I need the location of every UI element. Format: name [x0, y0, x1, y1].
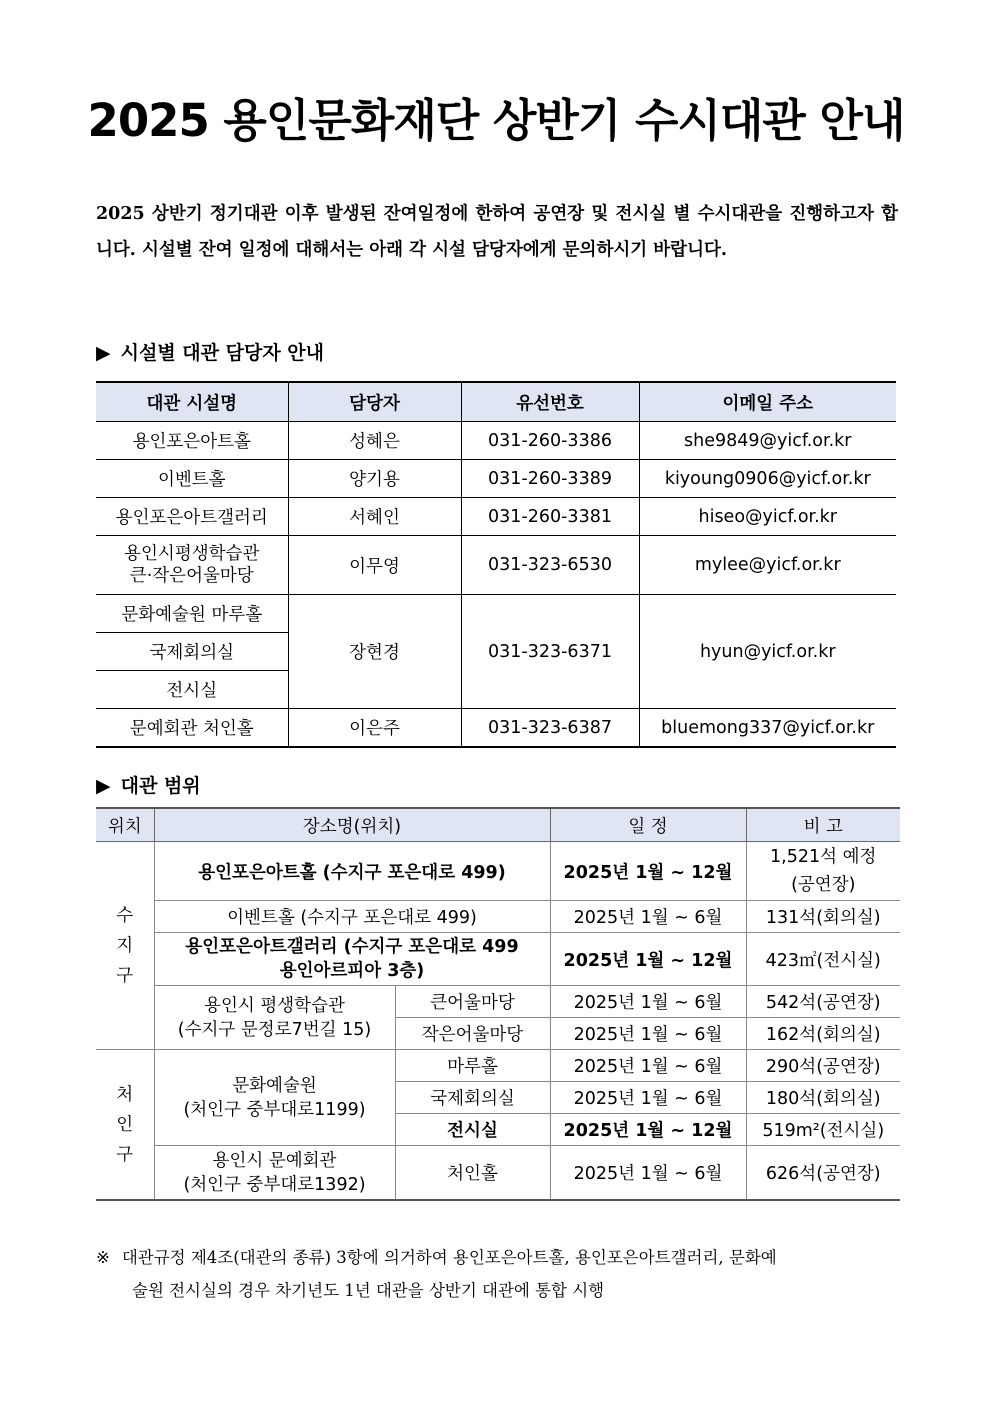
manager-cell: 양기용	[288, 460, 461, 498]
schedule-cell: 2025년 1월 ~ 12월	[550, 1114, 746, 1146]
phone-cell: 031-260-3381	[461, 498, 639, 536]
phone-cell: 031-323-6387	[461, 709, 639, 748]
schedule-cell: 2025년 1월 ~ 6월	[550, 901, 746, 933]
venue-line: 문화예술원	[232, 1075, 317, 1096]
section-heading-text: 시설별 대관 담당자 안내	[120, 342, 325, 364]
phone-cell: 031-260-3389	[461, 460, 639, 498]
venue-group-cell	[154, 1146, 395, 1201]
section-heading-scope	[96, 771, 201, 798]
facility-cell: 용인포은아트홀	[96, 422, 288, 460]
schedule-cell: 2025년 1월 ~ 6월	[550, 1082, 746, 1114]
note-cell: 519m²(전시실)	[746, 1114, 900, 1146]
table-header-row	[96, 808, 900, 842]
facility-cell: 이벤트홀	[96, 460, 288, 498]
table-header-row	[96, 382, 896, 422]
note-cell	[746, 842, 900, 901]
room-cell: 마루홀	[395, 1050, 550, 1082]
phone-cell: 031-323-6371	[461, 595, 639, 709]
table-row	[96, 842, 900, 901]
table-row	[96, 1146, 900, 1201]
venue-line: 용인포은아트갤러리 (수지구 포은대로 499	[185, 937, 519, 957]
venue-line: (수지구 문정로7번길 15)	[177, 1019, 372, 1040]
scope-table	[96, 807, 900, 1201]
contacts-table	[96, 381, 896, 748]
room-cell: 처인홀	[395, 1146, 550, 1201]
venue-group-cell	[154, 986, 395, 1050]
manager-cell: 이무영	[288, 536, 461, 595]
note-cell: 626석(공연장)	[746, 1146, 900, 1201]
table-row	[96, 498, 896, 536]
table-row	[96, 536, 896, 595]
location-cell	[96, 1050, 154, 1201]
venue-line: 용인아르피아 3층)	[279, 961, 425, 981]
column-header: 대관 시설명	[96, 382, 288, 422]
schedule-cell: 2025년 1월 ~ 6월	[550, 986, 746, 1018]
venue-cell	[154, 933, 550, 986]
venue-line: (처인구 중부대로1392)	[183, 1174, 366, 1195]
location-cell	[96, 842, 154, 1050]
page-title: 2025 용인문화재단 상반기 수시대관 안내	[87, 94, 905, 147]
facility-cell	[96, 536, 288, 595]
footnote-line	[96, 1241, 900, 1274]
venue-group-cell	[154, 1050, 395, 1146]
venue-cell: 이벤트홀 (수지구 포은대로 499)	[154, 901, 550, 933]
schedule-cell: 2025년 1월 ~ 6월	[550, 1146, 746, 1201]
manager-cell: 장현경	[288, 595, 461, 709]
note-line: (공연장)	[791, 875, 856, 895]
email-cell: kiyoung0906@yicf.or.kr	[639, 460, 896, 498]
note-cell: 180석(회의실)	[746, 1082, 900, 1114]
room-cell: 작은어울마당	[395, 1018, 550, 1050]
table-row	[96, 933, 900, 986]
note-cell: 290석(공연장)	[746, 1050, 900, 1082]
email-cell: she9849@yicf.or.kr	[639, 422, 896, 460]
phone-cell: 031-260-3386	[461, 422, 639, 460]
facility-cell: 국제회의실	[96, 633, 288, 671]
venue-line: 용인시 평생학습관	[204, 995, 345, 1016]
column-header: 비 고	[746, 808, 900, 842]
manager-cell: 이은주	[288, 709, 461, 748]
note-cell: 423㎡(전시실)	[746, 933, 900, 986]
facility-line: 용인시평생학습관	[124, 544, 260, 564]
table-row	[96, 1050, 900, 1082]
intro-paragraph: 2025 상반기 정기대관 이후 발생된 잔여일정에 한하여 공연장 및 전시실 별 수시대관을 진행하고자 합니다. 시설별 잔여 일정에 대해서는 아래 각 시설 담당자에게 문의하시기 바랍니다.	[96, 204, 898, 260]
email-cell: hiseo@yicf.or.kr	[639, 498, 896, 536]
room-cell: 전시실	[395, 1114, 550, 1146]
triangle-marker-icon: ▶	[96, 775, 111, 797]
schedule-cell: 2025년 1월 ~ 6월	[550, 1050, 746, 1082]
column-header: 일 정	[550, 808, 746, 842]
note-cell: 542석(공연장)	[746, 986, 900, 1018]
triangle-marker-icon: ▶	[96, 342, 111, 364]
column-header: 장소명(위치)	[154, 808, 550, 842]
room-cell: 큰어울마당	[395, 986, 550, 1018]
column-header: 담당자	[288, 382, 461, 422]
room-cell: 국제회의실	[395, 1082, 550, 1114]
manager-cell: 서혜인	[288, 498, 461, 536]
facility-cell: 문화예술원 마루홀	[96, 595, 288, 633]
section-heading-text: 대관 범위	[120, 775, 201, 797]
footnote-line: 술원 전시실의 경우 차기년도 1년 대관을 상반기 대관에 통합 시행	[132, 1281, 605, 1300]
email-cell: bluemong337@yicf.or.kr	[639, 709, 896, 748]
footnote-text: 대관규정 제4조(대관의 종류) 3항에 의거하여 용인포은아트홀, 용인포은아트갤러리, 문화예	[121, 1248, 777, 1267]
schedule-cell: 2025년 1월 ~ 6월	[550, 1018, 746, 1050]
reference-mark-icon: ※	[96, 1248, 110, 1267]
table-row	[96, 460, 896, 498]
table-row	[96, 422, 896, 460]
schedule-cell: 2025년 1월 ~ 12월	[550, 933, 746, 986]
note-cell: 131석(회의실)	[746, 901, 900, 933]
location-label: 수지구	[116, 905, 134, 986]
venue-line: (처인구 중부대로1199)	[183, 1099, 366, 1120]
facility-cell: 용인포은아트갤러리	[96, 498, 288, 536]
email-cell: mylee@yicf.or.kr	[639, 536, 896, 595]
facility-line: 큰·작은어울마당	[129, 566, 254, 586]
table-row	[96, 901, 900, 933]
schedule-cell: 2025년 1월 ~ 12월	[550, 842, 746, 901]
venue-line: 용인시 문예회관	[212, 1150, 337, 1171]
manager-cell: 성혜은	[288, 422, 461, 460]
facility-cell: 전시실	[96, 671, 288, 709]
column-header: 이메일 주소	[639, 382, 896, 422]
column-header: 위치	[96, 808, 154, 842]
table-row	[96, 709, 896, 748]
phone-cell: 031-323-6530	[461, 536, 639, 595]
location-label: 처인구	[116, 1084, 134, 1165]
email-cell: hyun@yicf.or.kr	[639, 595, 896, 709]
table-row	[96, 986, 900, 1018]
column-header: 유선번호	[461, 382, 639, 422]
table-row	[96, 595, 896, 633]
facility-cell: 문예회관 처인홀	[96, 709, 288, 748]
note-cell: 162석(회의실)	[746, 1018, 900, 1050]
note-line: 1,521석 예정	[770, 847, 877, 867]
footnote	[96, 1241, 900, 1307]
section-heading-contacts	[96, 338, 324, 365]
venue-cell: 용인포은아트홀 (수지구 포은대로 499)	[154, 842, 550, 901]
